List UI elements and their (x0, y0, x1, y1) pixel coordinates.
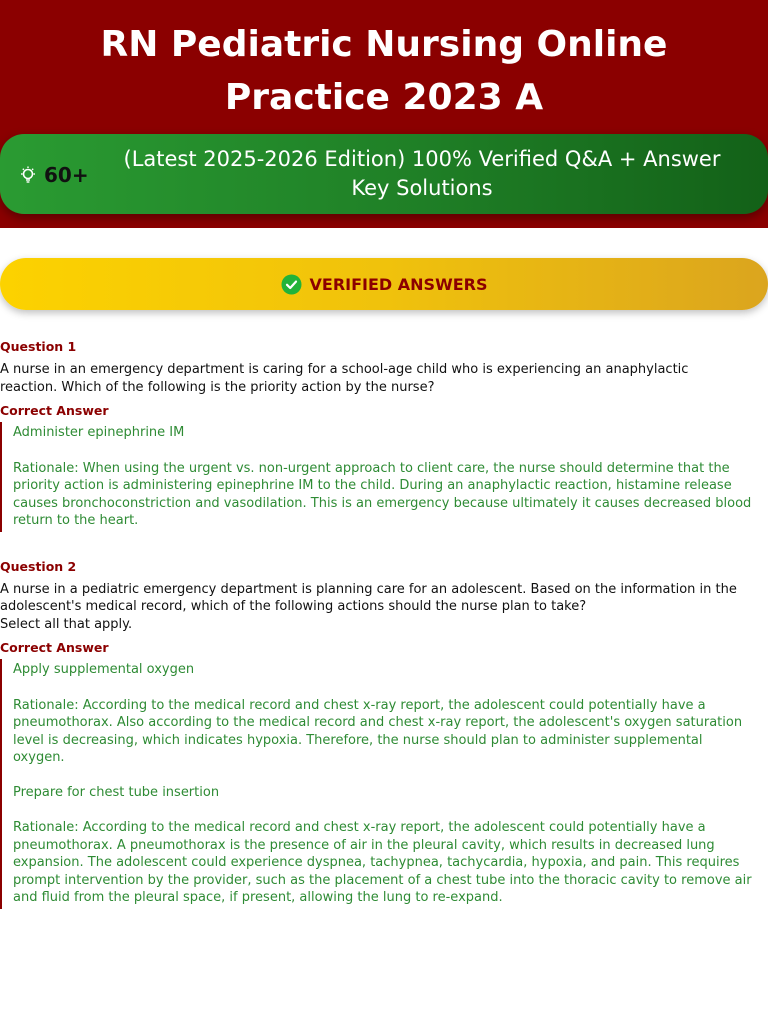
promo-count-text: 60+ (44, 163, 89, 187)
answer-block (0, 422, 768, 532)
page-header (0, 0, 768, 228)
promo-banner (0, 134, 768, 214)
answer-text: Prepare for chest tube insertion (13, 784, 220, 800)
rationale-text: Rationale: When using the urgent vs. non-urgent approach to client care, the nurse should determine that the priority action is administering epinephrine IM to the child. During an anaphylactic reaction, histamine release causes bronchoconstriction and vasodilation. This is an emergency because ultimately it causes decreased blood return to the heart. (13, 460, 752, 528)
answer-block (0, 659, 768, 909)
promo-text: (Latest 2025-2026 Edition) 100% Verified Q&A + Answer Key Solutions (123, 147, 721, 200)
verified-answers-label: VERIFIED ANSWERS (309, 274, 488, 294)
answer-text: Apply supplemental oxygen (13, 662, 195, 677)
correct-answer-label: Correct Answer (0, 403, 109, 418)
verified-answers-banner (0, 258, 768, 310)
lightbulb-icon (18, 165, 38, 185)
question-label: Question 1 (0, 339, 77, 354)
check-circle-icon (281, 274, 302, 295)
page-title: RN Pediatric Nursing Online Practice 2023 A (100, 24, 668, 118)
question-text-instruction: Select all that apply. (0, 616, 133, 632)
question-block (0, 558, 768, 909)
question-text-main: A nurse in a pediatric emergency department is planning care for an adolescent. Based on the information in the adolescent's medical record, which of the following actions should the nurse plan to take? (0, 581, 737, 614)
question-text: A nurse in an emergency department is caring for a school-age child who is experiencing an anaphylactic reaction. Which of the following is the priority action by the nurse? (0, 362, 689, 395)
answer-text: Administer epinephrine IM (13, 425, 185, 440)
question-label: Question 2 (0, 558, 77, 574)
promo-count (18, 160, 89, 190)
rationale-text: Rationale: According to the medical record and chest x-ray report, the adolescent could potentially have a pneumothorax. A pneumothorax is the presence of air in the pleural cavity, which results in decreased lung expansion. The adolescent could experience dyspnea, tachypnea, tachycardia, hypoxia, and pain. This requires prompt intervention by the provider, such as the placement of a chest tube into the thoracic cavity to remove air and fluid from the pleural space, if present, allowing the lung to re-expand. (13, 820, 752, 905)
question-block (0, 338, 768, 532)
questions-list (0, 338, 768, 935)
correct-answer-label: Correct Answer (0, 640, 109, 655)
question-text (0, 581, 768, 634)
rationale-text: Rationale: According to the medical record and chest x-ray report, the adolescent could potentially have a pneumothorax. Also according to the medical record and chest x-ray report, the adolescent's oxygen saturation level is decreasing, which indicates hypoxia. Therefore, the nurse should plan to administer supplemental oxygen. (13, 697, 743, 765)
